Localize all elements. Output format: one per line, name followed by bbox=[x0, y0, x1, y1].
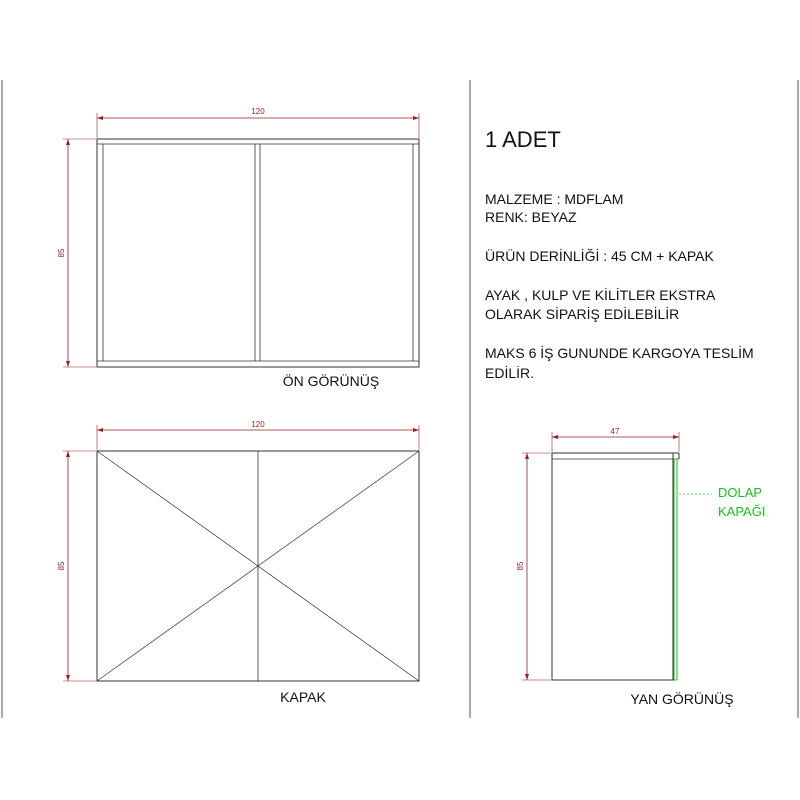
quantity-heading: 1 ADET bbox=[485, 127, 561, 152]
side-width-arrow-right bbox=[673, 435, 679, 439]
side-width-arrow-left bbox=[552, 435, 558, 439]
delivery-text-line1: MAKS 6 İŞ GUNUNDE KARGOYA TESLİM bbox=[485, 345, 754, 361]
side-height-dim-text: 85 bbox=[516, 561, 525, 571]
front-view-label: ÖN GÖRÜNÜŞ bbox=[282, 373, 380, 389]
lid-width-arrow-left bbox=[97, 428, 103, 432]
front-height-arrow-bottom bbox=[66, 361, 70, 367]
side-view-label: YAN GÖRÜNÜŞ bbox=[630, 691, 734, 707]
front-width-arrow-left bbox=[97, 116, 103, 120]
lid-height-arrow-top bbox=[66, 451, 70, 457]
front-cabinet-outline bbox=[97, 139, 419, 367]
lid-view bbox=[57, 420, 419, 705]
lid-height-arrow-bottom bbox=[66, 675, 70, 681]
extras-text-line1: AYAK , KULP VE KİLİTLER EKSTRA bbox=[485, 287, 716, 303]
lid-width-dim-text: 120 bbox=[251, 420, 265, 429]
side-view bbox=[516, 427, 765, 707]
color-text: RENK: BEYAZ bbox=[485, 209, 577, 225]
door-label-line2: KAPAĞI bbox=[718, 504, 766, 519]
side-height-arrow-bottom bbox=[525, 674, 529, 680]
side-door-panel bbox=[674, 459, 677, 680]
side-body-outline bbox=[552, 453, 673, 680]
depth-text: ÜRÜN DERİNLİĞİ : 45 CM + KAPAK bbox=[485, 248, 714, 264]
front-width-arrow-right bbox=[413, 116, 419, 120]
front-height-dim-text: 85 bbox=[57, 248, 66, 258]
front-width-dim-text: 120 bbox=[251, 107, 265, 116]
door-label-line1: DOLAP bbox=[718, 485, 763, 500]
side-height-arrow-top bbox=[525, 453, 529, 459]
front-height-arrow-top bbox=[66, 139, 70, 145]
material-text: MALZEME : MDFLAM bbox=[485, 191, 624, 207]
lid-view-label: KAPAK bbox=[280, 689, 326, 705]
delivery-text-line2: EDİLİR. bbox=[485, 365, 535, 381]
lid-width-arrow-right bbox=[413, 428, 419, 432]
front-view bbox=[57, 107, 419, 389]
extras-text-line2: OLARAK SİPARİŞ EDİLEBİLİR bbox=[485, 306, 680, 322]
lid-height-dim-text: 85 bbox=[57, 561, 66, 571]
side-width-dim-text: 47 bbox=[610, 427, 620, 436]
